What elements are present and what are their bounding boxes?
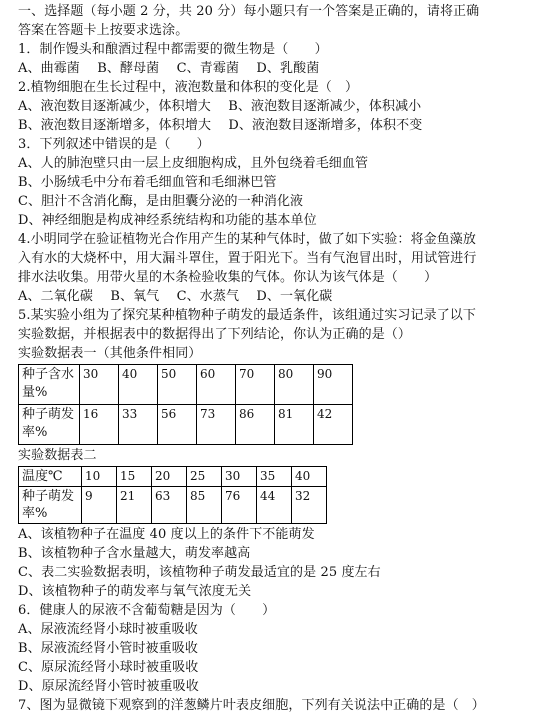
question-4-stem-line-1: 4.小明同学在验证植物光合作用产生的某种气体时，做了如下实验：将金鱼藻放	[18, 232, 477, 247]
exam-page	[18, 2, 538, 715]
question-3-option-b: B、小肠绒毛中分布着毛细血管和毛细淋巴管	[18, 175, 277, 190]
table-cell: 60	[197, 365, 236, 405]
table-cell: 40	[292, 467, 327, 487]
table-cell: 86	[236, 405, 275, 445]
table-cell: 44	[257, 487, 292, 524]
section-intro-line-2: 答案在答题卡上按要求选涂。	[18, 23, 189, 38]
question-7-stem: 7、图为显微镜下观察到的洋葱鳞片叶表皮细胞，下列有关说法中正确的是（ ）	[18, 698, 485, 713]
section-intro-line-1: 一、选择题（每小题 2 分，共 20 分）每小题只有一个答案是正确的，请将正确	[18, 4, 480, 19]
question-2-option-line-1: A、液泡数目逐渐减少，体积增大 B、液泡数目逐渐减少，体积减小	[18, 99, 422, 114]
table-cell: 32	[292, 487, 327, 524]
question-5-option-a: A、该植物种子在温度 40 度以上的条件下不能萌发	[18, 527, 315, 542]
table-row-header: 温度℃	[19, 467, 82, 487]
table-cell: 30	[80, 365, 119, 405]
table-row-header: 种子含水量%	[19, 365, 80, 405]
question-6-stem: 6．健康人的尿液不含葡萄糖是因为（ ）	[18, 603, 276, 618]
question-6-option-b: B、尿液流经肾小管时被重吸收	[18, 641, 198, 656]
table-cell: 42	[314, 405, 353, 445]
table-1-caption: 实验数据表一（其他条件相同）	[18, 346, 202, 361]
question-3-option-c: C、胆汁不含消化酶，是由胆囊分泌的一种消化液	[18, 194, 304, 209]
table-cell: 63	[152, 487, 187, 524]
question-5-stem-line-1: 5.某实验小组为了探究某种植物种子萌发的最适条件，该组通过实习记录了以下	[18, 308, 477, 323]
table-cell: 9	[82, 487, 117, 524]
table-cell: 90	[314, 365, 353, 405]
question-4-stem-line-3: 排水法收集。用带火星的木条检验收集的气体。你认为该气体是（ ）	[18, 270, 438, 285]
table-cell: 30	[222, 467, 257, 487]
question-4-stem-line-2: 入有水的大烧杯中，用大漏斗罩住，置于阳光下。当有气泡冒出时，用试管进行	[18, 251, 477, 266]
data-table-2	[18, 466, 327, 524]
question-6-option-a: A、尿液流经肾小球时被重吸收	[18, 622, 198, 637]
question-3-option-d: D、神经细胞是构成神经系统结构和功能的基本单位	[18, 213, 317, 228]
table-row	[19, 405, 353, 445]
question-5-option-c: C、表二实验数据表明，该植物种子萌发最适宜的是 25 度左右	[18, 565, 381, 580]
table-row	[19, 487, 327, 524]
table-cell: 20	[152, 467, 187, 487]
table-cell: 16	[80, 405, 119, 445]
question-3-option-a: A、人的肺泡壁只由一层上皮细胞构成，且外包绕着毛细血管	[18, 156, 369, 171]
question-6-option-c: C、原尿流经肾小球时被重吸收	[18, 660, 199, 675]
table-row	[19, 365, 353, 405]
table-cell: 70	[236, 365, 275, 405]
table-cell: 25	[187, 467, 222, 487]
question-3-stem: 3．下列叙述中错误的是（ ）	[18, 137, 210, 152]
question-4-options: A、二氧化碳 B、氧气 C、水蒸气 D、一氧化碳	[18, 289, 333, 304]
question-5-stem-line-2: 实验数据，并根据表中的数据得出了下列结论，你认为正确的是（）	[18, 327, 412, 342]
table-cell: 40	[119, 365, 158, 405]
table-row	[19, 467, 327, 487]
table-2-caption: 实验数据表二	[18, 448, 97, 463]
question-2-option-line-2: B、液泡数目逐渐增多，体积增大 D、液泡数目逐渐增多，体积不变	[18, 118, 423, 133]
table-row-header: 种子萌发率%	[19, 405, 80, 445]
question-1-stem: 1．制作馒头和酿酒过程中都需要的微生物是（ ）	[18, 42, 328, 57]
table-cell: 50	[158, 365, 197, 405]
table-row-header: 种子萌发率%	[19, 487, 82, 524]
table-cell: 80	[275, 365, 314, 405]
table-cell: 85	[187, 487, 222, 524]
table-cell: 10	[82, 467, 117, 487]
table-cell: 73	[197, 405, 236, 445]
table-cell: 81	[275, 405, 314, 445]
question-5-option-b: B、该植物种子含水量越大，萌发率越高	[18, 546, 251, 561]
table-cell: 76	[222, 487, 257, 524]
question-2-stem: 2.植物细胞在生长过程中，液泡数量和体积的变化是（ ）	[18, 80, 359, 95]
table-cell: 35	[257, 467, 292, 487]
question-6-option-d: D、原尿流经肾小管时被重吸收	[18, 679, 199, 694]
question-5-option-d: D、该植物种子的萌发率与氧气浓度无关	[18, 584, 252, 599]
data-table-1	[18, 364, 353, 445]
table-cell: 15	[117, 467, 152, 487]
question-1-options: A、曲霉菌 B、酵母菌 C、青霉菌 D、乳酸菌	[18, 61, 320, 76]
table-cell: 56	[158, 405, 197, 445]
table-cell: 21	[117, 487, 152, 524]
table-cell: 33	[119, 405, 158, 445]
